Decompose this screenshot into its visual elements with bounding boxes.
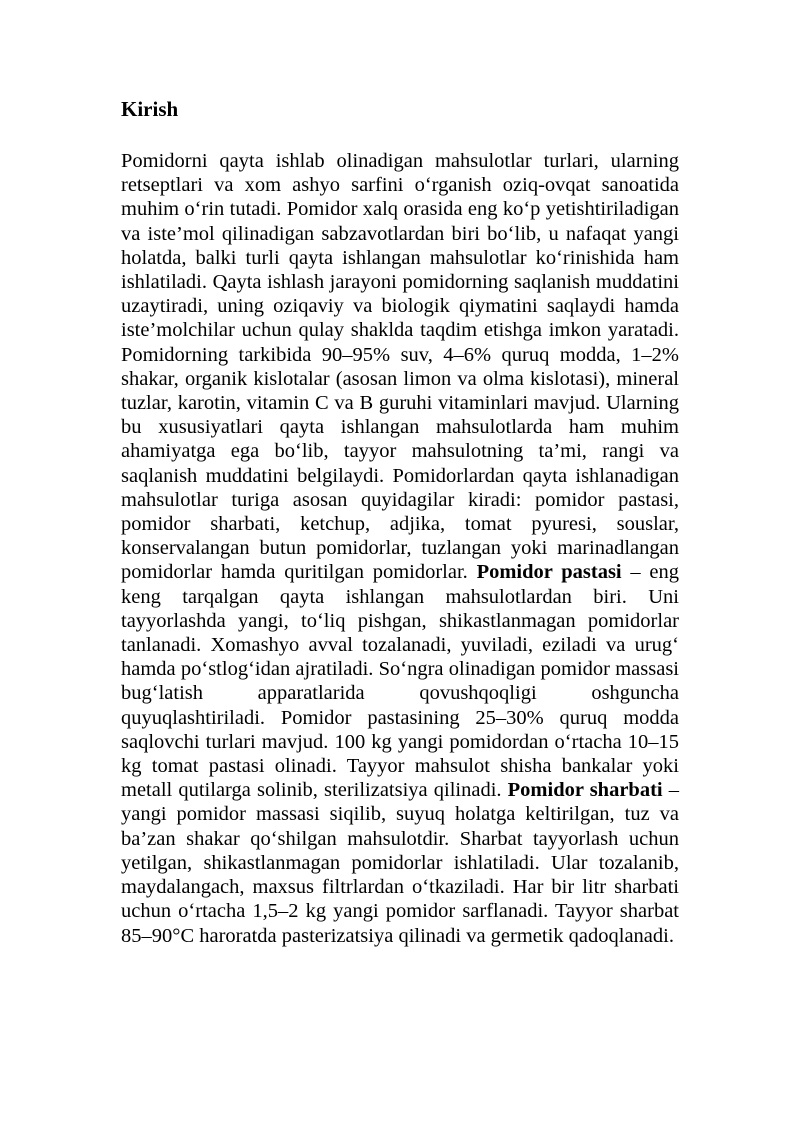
text-segment: – yangi pomidor massasi siqilib, suyuq holatga keltirilgan, tuz va ba’zan shakar qo‘shilgan mahsulotdir. Sharbat tayyorlash uchun yetilgan, shikastlanmagan pomidorlar ishlatiladi. Ular tozalanib, maydalangach, maxsus filtrlardan o‘tkaziladi. Har bir litr sharbati uchun o‘rtacha 1,5–2 kg yangi pomidor sarflanadi. Tayyor sharbat 85–90°C haroratda pasterizatsiya qilinadi va germetik qadoqlanadi. bbox=[121, 779, 679, 947]
section-heading: Kirish bbox=[121, 97, 179, 121]
term-pomidor-sharbati: Pomidor sharbati bbox=[507, 779, 663, 802]
document-page bbox=[121, 95, 679, 948]
text-segment: – eng keng tarqalgan qayta ishlangan mahsulotlardan biri. Uni tayyorlashda yangi, to‘liq pishgan, shikastlanmagan pomidorlar tanlanadi. Xomashyo avval tozalanadi, yuviladi, eziladi va urug‘ hamda po‘stlog‘idan ajratiladi. So‘ngra olinadigan pomidor massasi bug‘latish apparatlarida qovushqoqligi oshguncha quyuqlashtiriladi. Pomidor pastasining 25–30% quruq modda saqlovchi turlari mavjud. 100 kg yangi pomidordan o‘rtacha 10–15 kg tomat pastasi olinadi. Tayyor mahsulot shisha bankalar yoki metall qutilarga solinib, sterilizatsiya qilinadi. bbox=[121, 561, 679, 802]
body-paragraph bbox=[121, 149, 679, 948]
term-pomidor-pastasi: Pomidor pastasi bbox=[476, 561, 622, 584]
text-segment: Pomidorni qayta ishlab olinadigan mahsulotlar turlari, ularning retseptlari va xom ashyo sarfini o‘rganish oziq-ovqat sanoatida muhim o‘rin tutadi. Pomidor xalq orasida eng ko‘p yetishtiriladigan va iste’mol qilinadigan sabzavotlardan biri bo‘lib, u nafaqat yangi holatda, balki turli qayta ishlangan mahsulotlar ko‘rinishida ham ishlatiladi. Qayta ishlash jarayoni pomidorning saqlanish muddatini uzaytiradi, uning oziqaviy va biologik qiymatini saqlaydi hamda iste’molchilar uchun qulay shaklda taqdim etishga imkon yaratadi. Pomidorning tarkibida 90–95% suv, 4–6% quruq modda, 1–2% shakar, organik kislotalar (asosan limon va olma kislotasi), mineral tuzlar, karotin, vitamin C va B guruhi vitaminlari mavjud. Ularning bu xususiyatlari qayta ishlangan mahsulotlarda ham muhim ahamiyatga ega bo‘lib, tayyor mahsulotning ta’mi, rangi va saqlanish muddatini belgilaydi. Pomidorlardan qayta ishlanadigan mahsulotlar turiga asosan quyidagilar kiradi: pomidor pastasi, pomidor sharbati, ketchup, adjika, tomat pyuresi, souslar, konservalangan butun pomidorlar, tuzlangan yoki marinadlangan pomidorlar hamda quritilgan pomidorlar. bbox=[121, 150, 679, 584]
